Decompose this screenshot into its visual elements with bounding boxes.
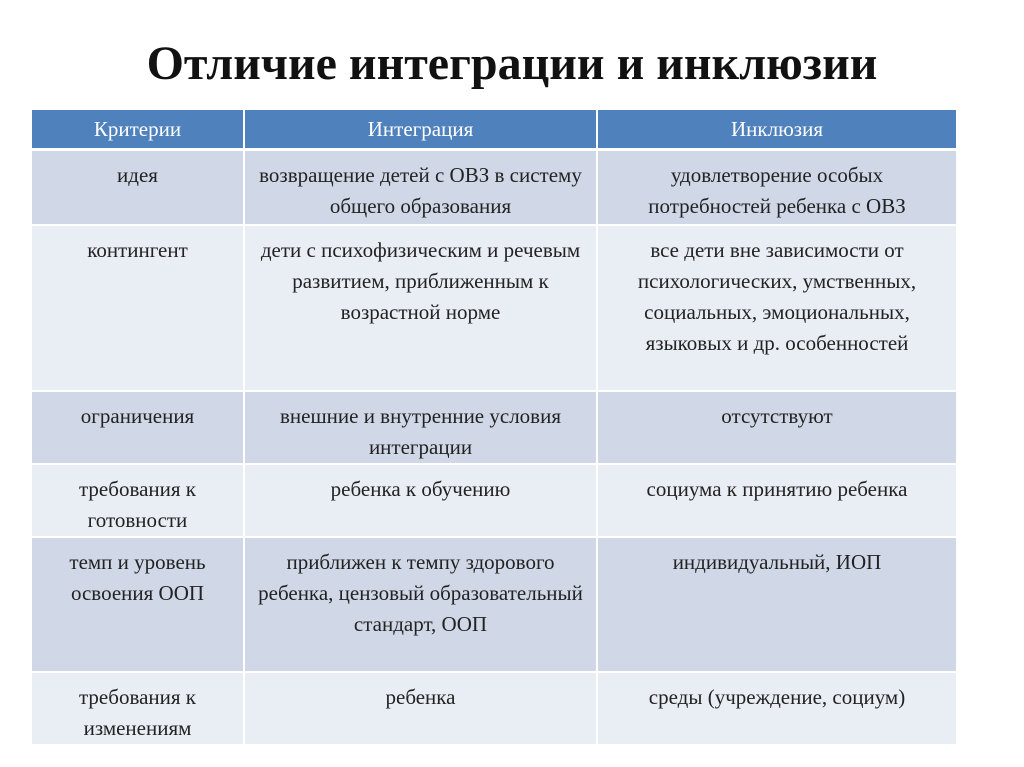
header-criteria: Критерии bbox=[31, 110, 244, 150]
integration-cell: приближен к темпу здорового ребенка, цензовый образовательный стандарт, ООП bbox=[244, 537, 597, 672]
criterion-cell: требования к изменениям bbox=[31, 672, 244, 745]
header-inclusion: Инклюзия bbox=[597, 110, 957, 150]
table-row bbox=[31, 537, 957, 672]
comparison-table bbox=[30, 110, 958, 746]
inclusion-cell: среды (учреждение, социум) bbox=[597, 672, 957, 745]
integration-cell: дети с психофизическим и речевым развитием, приближенным к возрастной норме bbox=[244, 225, 597, 391]
table-row bbox=[31, 225, 957, 391]
table-row bbox=[31, 672, 957, 745]
table-row bbox=[31, 464, 957, 537]
inclusion-cell: индивидуальный, ИОП bbox=[597, 537, 957, 672]
table-row bbox=[31, 391, 957, 464]
integration-cell: ребенка bbox=[244, 672, 597, 745]
integration-cell: внешние и внутренние условия интеграции bbox=[244, 391, 597, 464]
criterion-cell: контингент bbox=[31, 225, 244, 391]
integration-cell: ребенка к обучению bbox=[244, 464, 597, 537]
integration-cell: возвращение детей с ОВЗ в систему общего образования bbox=[244, 150, 597, 226]
table-row bbox=[31, 150, 957, 226]
slide-title: Отличие интеграции и инклюзии bbox=[146, 37, 878, 90]
inclusion-cell: отсутствуют bbox=[597, 391, 957, 464]
inclusion-cell: удовлетворение особых потребностей ребенка с ОВЗ bbox=[597, 150, 957, 226]
header-integration: Интеграция bbox=[244, 110, 597, 150]
inclusion-cell: социума к принятию ребенка bbox=[597, 464, 957, 537]
criterion-cell: требования к готовности bbox=[31, 464, 244, 537]
criterion-cell: идея bbox=[31, 150, 244, 226]
criterion-cell: темп и уровень освоения ООП bbox=[31, 537, 244, 672]
table-header-row bbox=[31, 110, 957, 150]
inclusion-cell: все дети вне зависимости от психологических, умственных, социальных, эмоциональных, языковых и др. особенностей bbox=[597, 225, 957, 391]
criterion-cell: ограничения bbox=[31, 391, 244, 464]
